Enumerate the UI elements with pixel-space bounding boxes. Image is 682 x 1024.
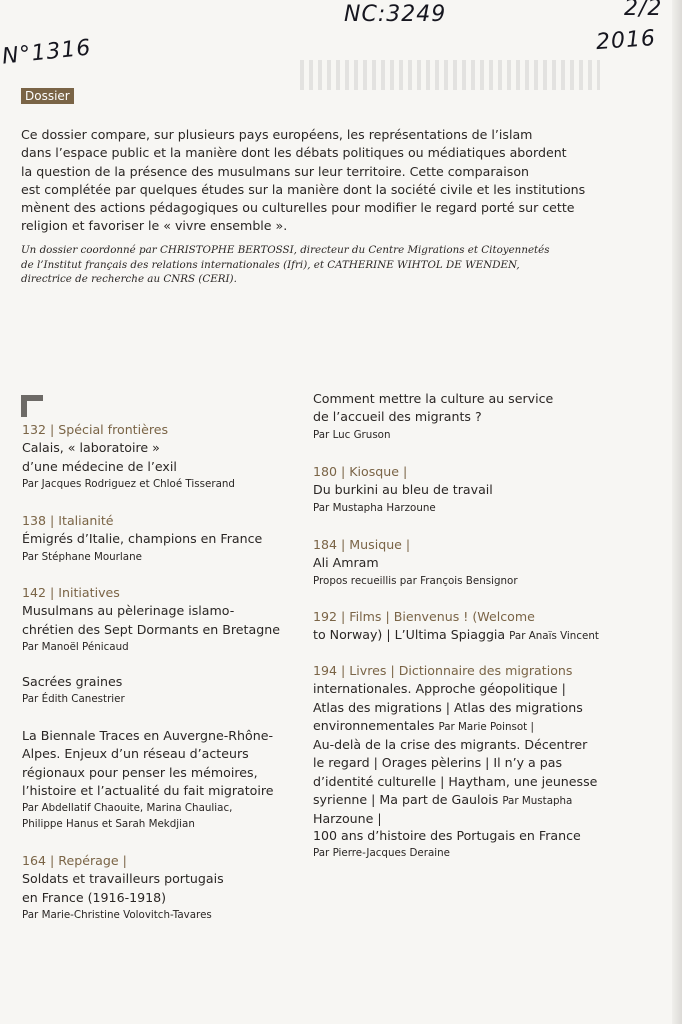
entry-title-line: d’identité culturelle | Haytham, une jeunesse bbox=[313, 773, 598, 789]
entry-author-inline: Par Mustapha bbox=[502, 795, 573, 808]
entry-mixed-line bbox=[313, 791, 613, 810]
entry-author: Par Pierre-Jacques Deraine bbox=[313, 847, 450, 860]
dossier-credit bbox=[21, 243, 596, 287]
toc-entry bbox=[313, 536, 613, 589]
entry-title-line: d’une médecine de l’exil bbox=[22, 458, 177, 474]
bleed-through-texture bbox=[300, 60, 600, 90]
entry-author: Par Édith Canestrier bbox=[22, 693, 125, 706]
toc-entry bbox=[22, 673, 302, 707]
entry-title-line: en France (1916-1918) bbox=[22, 889, 167, 905]
toc-entry bbox=[313, 662, 613, 829]
entry-heading bbox=[313, 608, 613, 626]
handwritten-catalog-number: NC:3249 bbox=[344, 2, 447, 27]
intro-line: religion et favoriser le « vivre ensemble ». bbox=[21, 218, 288, 234]
entry-mixed-line bbox=[313, 626, 613, 645]
section-label-dossier: Dossier bbox=[21, 88, 74, 104]
entry-title-line: Au-delà de la crise des migrants. Décentrer bbox=[313, 737, 588, 753]
entry-title-line: La Biennale Traces en Auvergne-Rhône- bbox=[22, 728, 273, 743]
toc-entry bbox=[22, 852, 302, 923]
entry-title-text: environnementales bbox=[313, 717, 435, 733]
entry-title-line: Du burkini au bleu de travail bbox=[313, 482, 493, 498]
entry-heading: 184 | Musique | bbox=[313, 537, 411, 552]
entry-title-line: de l’accueil des migrants ? bbox=[313, 409, 482, 425]
toc-entry bbox=[22, 727, 302, 832]
intro-line: Ce dossier compare, sur plusieurs pays européens, les représentations de l’islam bbox=[21, 127, 533, 142]
entry-title-line: Ali Amram bbox=[313, 555, 379, 571]
entry-title-line: Comment mettre la culture au service bbox=[313, 391, 554, 406]
toc-entry bbox=[313, 827, 613, 861]
entry-author: Philippe Hanus et Sarah Mekdjian bbox=[22, 818, 195, 831]
entry-title-line: le regard | Orages pèlerins | Il n’y a pas bbox=[313, 755, 563, 771]
entry-author: Propos recueillis par François Bensignor bbox=[313, 574, 518, 587]
toc-entry bbox=[22, 584, 302, 655]
intro-line: la question de la présence des musulmans sur leur territoire. Cette comparaison bbox=[21, 163, 530, 179]
credit-line: directrice de recherche au CNRS (CERI). bbox=[21, 273, 237, 286]
entry-title-line: l’histoire et l’actualité du fait migratoire bbox=[22, 782, 274, 798]
entry-title-text: to Norway) | L’Ultima Spiaggia bbox=[313, 627, 506, 643]
credit-line: de l’Institut français des relations internationales (Ifri), et CATHERINE WIHTOL DE WENDEN, bbox=[21, 258, 520, 271]
entry-author-inline: Par Marie Poinsot | bbox=[438, 720, 534, 733]
entry-mixed-line bbox=[313, 717, 613, 736]
page-edge-shadow bbox=[672, 0, 682, 1024]
entry-heading: 164 | Repérage | bbox=[22, 853, 127, 868]
toc-entry bbox=[313, 608, 613, 646]
entry-title-line: Soldats et travailleurs portugais bbox=[22, 871, 224, 887]
toc-entry bbox=[313, 463, 613, 516]
entry-title-line: Musulmans au pèlerinage islamo- bbox=[22, 603, 235, 619]
intro-line: est complétée par quelques études sur la manière dont la société civile et les institutions bbox=[21, 181, 586, 197]
intro-line: dans l’espace public et la manière dont les débats politiques ou médiatiques abordent bbox=[21, 145, 567, 161]
entry-title-line: Alpes. Enjeux d’un réseau d’acteurs bbox=[22, 746, 249, 762]
handwritten-year: 2016 bbox=[595, 25, 657, 56]
toc-entry bbox=[313, 390, 613, 443]
entry-heading: 132 | Spécial frontières bbox=[22, 422, 169, 437]
entry-author: Harzoune | bbox=[313, 811, 382, 827]
entry-title-line: internationales. Approche géopolitique | bbox=[313, 681, 566, 697]
entry-title-line: Sacrées graines bbox=[22, 674, 123, 689]
entry-author: Par Abdellatif Chaouite, Marina Chauliac, bbox=[22, 802, 233, 815]
entry-title-line: Calais, « laboratoire » bbox=[22, 440, 160, 456]
toc-entry bbox=[22, 512, 302, 565]
handwritten-issue-number: N°1316 bbox=[0, 35, 93, 70]
entry-heading-text: 192 | Films | Bienvenus ! (Welcome bbox=[313, 609, 535, 624]
entry-title-line: chrétien des Sept Dormants en Bretagne bbox=[22, 621, 280, 637]
entry-author: Par Jacques Rodriguez et Chloé Tisserand bbox=[22, 477, 235, 490]
entry-heading: 138 | Italianité bbox=[22, 513, 114, 528]
entry-title-line: Émigrés d’Italie, champions en France bbox=[22, 531, 263, 547]
entry-title-text: syrienne | Ma part de Gaulois bbox=[313, 792, 499, 808]
corner-bracket-ornament bbox=[21, 395, 43, 417]
entry-author: Par Manoël Pénicaud bbox=[22, 640, 129, 653]
entry-author-inline: Par Anaïs Vincent bbox=[509, 630, 599, 643]
entry-author: Par Luc Gruson bbox=[313, 428, 391, 441]
credit-line: Un dossier coordonné par CHRISTOPHE BERTOSSI, directeur du Centre Migrations et Citoyennetés bbox=[21, 244, 550, 256]
toc-entry bbox=[22, 421, 302, 492]
entry-title-line: Atlas des migrations | Atlas des migrations bbox=[313, 699, 583, 715]
entry-heading: 142 | Initiatives bbox=[22, 585, 120, 600]
intro-line: mènent des actions pédagogiques ou culturelles pour modifier le regard porté sur cette bbox=[21, 200, 575, 216]
entry-title-line: régionaux pour penser les mémoires, bbox=[22, 764, 258, 780]
dossier-intro bbox=[21, 126, 601, 236]
entry-author: Par Marie-Christine Volovitch-Tavares bbox=[22, 908, 212, 921]
entry-author: Par Mustapha Harzoune bbox=[313, 501, 436, 514]
entry-heading: 194 | Livres | Dictionnaire des migrations bbox=[313, 663, 573, 678]
entry-author: Par Stéphane Mourlane bbox=[22, 550, 142, 563]
handwritten-issue: 2/2 bbox=[624, 0, 663, 21]
entry-heading: 180 | Kiosque | bbox=[313, 464, 408, 479]
entry-title-line: 100 ans d’histoire des Portugais en France bbox=[313, 828, 581, 843]
